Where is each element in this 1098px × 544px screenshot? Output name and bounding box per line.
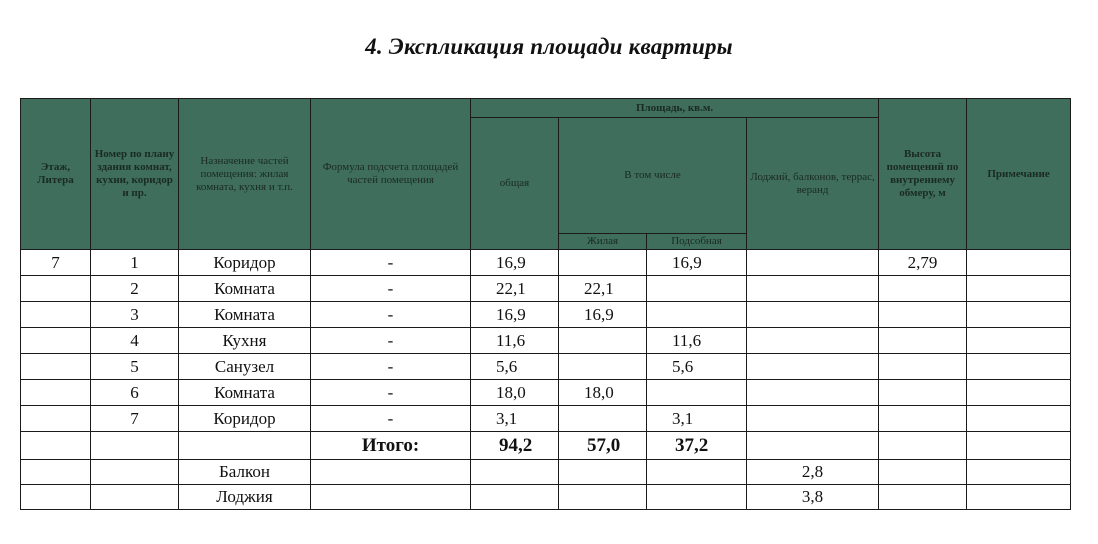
area-living-cell xyxy=(559,328,647,354)
extra-name-cell: Балкон xyxy=(179,460,311,485)
area-total-cell: 11,6 xyxy=(471,328,559,354)
note-cell xyxy=(967,276,1071,302)
empty-cell xyxy=(967,432,1071,460)
header-room-number: Номер по плану здания комнат, кухни, коридор и пр. xyxy=(91,99,179,250)
header-area-total: общая xyxy=(471,118,559,250)
empty-cell xyxy=(91,485,179,510)
empty-cell xyxy=(91,460,179,485)
floor-cell: 7 xyxy=(21,250,91,276)
room-name-cell: Санузел xyxy=(179,354,311,380)
area-aux-cell xyxy=(647,380,747,406)
height-cell xyxy=(879,302,967,328)
extra-area-row xyxy=(21,460,1071,485)
area-aux-cell: 16,9 xyxy=(647,250,747,276)
formula-cell: - xyxy=(311,276,471,302)
area-total-cell: 5,6 xyxy=(471,354,559,380)
room-number-cell: 2 xyxy=(91,276,179,302)
empty-cell xyxy=(647,485,747,510)
header-height: Высота помещений по внутреннему обмеру, м xyxy=(879,99,967,250)
table-row xyxy=(21,328,1071,354)
header-area-group: Площадь, кв.м. xyxy=(471,99,879,118)
empty-cell xyxy=(967,460,1071,485)
note-cell xyxy=(967,250,1071,276)
height-cell xyxy=(879,328,967,354)
header-including: В том числе xyxy=(559,118,747,234)
height-cell: 2,79 xyxy=(879,250,967,276)
area-living-cell: 22,1 xyxy=(559,276,647,302)
note-cell xyxy=(967,354,1071,380)
totals-row xyxy=(21,432,1071,460)
header-formula: Формула подсчета площадей частей помещения xyxy=(311,99,471,250)
empty-cell xyxy=(967,485,1071,510)
area-living-cell xyxy=(559,406,647,432)
area-living-cell xyxy=(559,354,647,380)
empty-cell xyxy=(647,460,747,485)
table-row xyxy=(21,302,1071,328)
room-name-cell: Коридор xyxy=(179,250,311,276)
area-aux-cell: 11,6 xyxy=(647,328,747,354)
formula-cell: - xyxy=(311,354,471,380)
area-living-cell: 18,0 xyxy=(559,380,647,406)
note-cell xyxy=(967,406,1071,432)
empty-cell xyxy=(21,460,91,485)
extra-value-cell: 2,8 xyxy=(747,460,879,485)
table-row xyxy=(21,250,1071,276)
room-number-cell: 5 xyxy=(91,354,179,380)
area-aux-cell xyxy=(647,302,747,328)
area-total-cell: 16,9 xyxy=(471,250,559,276)
table-row xyxy=(21,354,1071,380)
note-cell xyxy=(967,380,1071,406)
empty-cell xyxy=(879,460,967,485)
formula-cell: - xyxy=(311,302,471,328)
header-notes: Примечание xyxy=(967,99,1071,250)
balcony-area-cell xyxy=(747,302,879,328)
room-name-cell: Комната xyxy=(179,380,311,406)
empty-cell xyxy=(21,485,91,510)
area-total-cell: 18,0 xyxy=(471,380,559,406)
formula-cell: - xyxy=(311,328,471,354)
empty-cell xyxy=(471,485,559,510)
empty-cell xyxy=(559,460,647,485)
area-living-cell xyxy=(559,250,647,276)
empty-cell xyxy=(879,485,967,510)
floor-cell xyxy=(21,354,91,380)
empty-cell xyxy=(559,485,647,510)
empty-cell xyxy=(91,432,179,460)
empty-cell xyxy=(311,460,471,485)
formula-cell: - xyxy=(311,406,471,432)
balcony-area-cell xyxy=(747,250,879,276)
height-cell xyxy=(879,276,967,302)
area-aux-cell xyxy=(647,276,747,302)
empty-cell xyxy=(879,432,967,460)
table-row xyxy=(21,276,1071,302)
height-cell xyxy=(879,380,967,406)
totals-area-aux: 37,2 xyxy=(647,432,747,460)
balcony-area-cell xyxy=(747,406,879,432)
header-floor: Этаж, Литера xyxy=(21,99,91,250)
note-cell xyxy=(967,302,1071,328)
empty-cell xyxy=(21,432,91,460)
empty-cell xyxy=(747,432,879,460)
table-row xyxy=(21,380,1071,406)
area-total-cell: 22,1 xyxy=(471,276,559,302)
room-name-cell: Кухня xyxy=(179,328,311,354)
floor-cell xyxy=(21,380,91,406)
balcony-area-cell xyxy=(747,328,879,354)
floor-cell xyxy=(21,276,91,302)
area-total-cell: 3,1 xyxy=(471,406,559,432)
empty-cell xyxy=(471,460,559,485)
header-balconies: Лоджий, балконов, террас, веранд xyxy=(747,118,879,250)
balcony-area-cell xyxy=(747,354,879,380)
area-living-cell: 16,9 xyxy=(559,302,647,328)
area-aux-cell: 5,6 xyxy=(647,354,747,380)
balcony-area-cell xyxy=(747,380,879,406)
room-name-cell: Комната xyxy=(179,276,311,302)
room-number-cell: 6 xyxy=(91,380,179,406)
room-number-cell: 3 xyxy=(91,302,179,328)
room-name-cell: Комната xyxy=(179,302,311,328)
totals-area-total: 94,2 xyxy=(471,432,559,460)
empty-cell xyxy=(179,432,311,460)
header-living: Жилая xyxy=(559,234,647,250)
explication-table xyxy=(20,98,1071,510)
extra-value-cell: 3,8 xyxy=(747,485,879,510)
totals-label: Итого: xyxy=(311,432,471,460)
empty-cell xyxy=(311,485,471,510)
note-cell xyxy=(967,328,1071,354)
height-cell xyxy=(879,354,967,380)
formula-cell: - xyxy=(311,380,471,406)
floor-cell xyxy=(21,302,91,328)
room-number-cell: 7 xyxy=(91,406,179,432)
room-number-cell: 4 xyxy=(91,328,179,354)
room-number-cell: 1 xyxy=(91,250,179,276)
page-title: 4. Экспликация площади квартиры xyxy=(365,34,733,59)
header-auxiliary: Подсобная xyxy=(647,234,747,250)
floor-cell xyxy=(21,406,91,432)
balcony-area-cell xyxy=(747,276,879,302)
room-name-cell: Коридор xyxy=(179,406,311,432)
totals-area-living: 57,0 xyxy=(559,432,647,460)
table-row xyxy=(21,406,1071,432)
area-aux-cell: 3,1 xyxy=(647,406,747,432)
formula-cell: - xyxy=(311,250,471,276)
extra-area-row xyxy=(21,485,1071,510)
extra-name-cell: Лоджия xyxy=(179,485,311,510)
height-cell xyxy=(879,406,967,432)
floor-cell xyxy=(21,328,91,354)
header-purpose: Назначение частей помещения: жилая комната, кухня и т.п. xyxy=(179,99,311,250)
area-total-cell: 16,9 xyxy=(471,302,559,328)
